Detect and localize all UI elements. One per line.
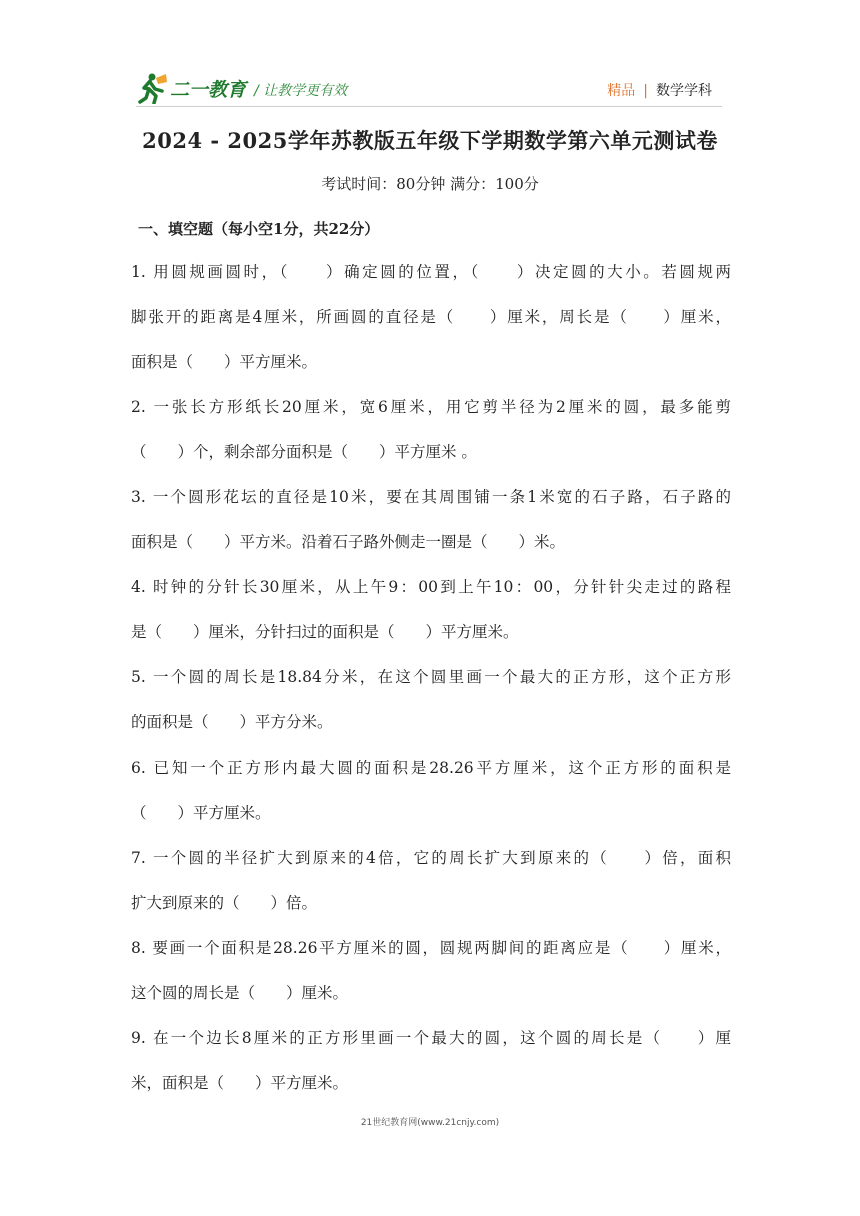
- question-line: （ ）个，剩余部分面积是（ ）平方厘米 。: [131, 443, 477, 461]
- question-line: 是（ ）厘米，分针扫过的面积是（ ）平方厘米。: [131, 623, 519, 641]
- question-8: [131, 926, 731, 1016]
- question-7: [131, 836, 731, 926]
- page-header: [136, 72, 722, 106]
- question-line: 5. 一个圆的周长是18.84分米，在这个圆里画一个最大的正方形，这个正方形: [131, 668, 731, 686]
- question-line: 9. 在一个边长8厘米的正方形里画一个最大的圆，这个圆的周长是（ ）厘: [131, 1029, 731, 1047]
- slogan: / 让教学更有效: [254, 83, 348, 99]
- question-line: （ ）平方厘米。: [131, 804, 271, 822]
- question-line: 这个圆的周长是（ ）厘米。: [131, 984, 349, 1002]
- question-5: [131, 655, 731, 745]
- question-line: 1. 用圆规画圆时，（ ）确定圆的位置，（ ）决定圆的大小。若圆规两: [131, 263, 731, 281]
- question-line: 扩大到原来的（ ）倍。: [131, 894, 318, 912]
- page-footer: 21世纪教育网(www.21cnjy.com): [360, 1118, 500, 1128]
- tag-separator: |: [643, 83, 648, 99]
- brand-logo: [136, 72, 248, 104]
- exam-info: 考试时间：80分钟 满分：100分: [321, 175, 539, 193]
- question-line: 6. 已知一个正方形内最大圆的面积是28.26平方厘米，这个正方形的面积是: [131, 759, 731, 777]
- question-9: [131, 1016, 731, 1106]
- question-2: [131, 385, 731, 475]
- page-title: 2024 - 2025学年苏教版五年级下学期数学第六单元测试卷: [142, 128, 718, 153]
- question-line: 脚张开的距离是4厘米，所画圆的直径是（ ）厘米，周长是（ ）厘米，: [131, 308, 731, 326]
- question-line: 2. 一张长方形纸长20厘米，宽6厘米，用它剪半径为2厘米的圆，最多能剪: [131, 398, 731, 416]
- question-line: 8. 要画一个面积是28.26平方厘米的圆，圆规两脚间的距离应是（ ）厘米，: [131, 939, 731, 957]
- question-4: [131, 565, 731, 655]
- question-line: 3. 一个圆形花坛的直径是10米，要在其周围铺一条1米宽的石子路，石子路的: [131, 488, 731, 506]
- question-line: 7. 一个圆的半径扩大到原来的4倍，它的周长扩大到原来的（ ）倍，面积: [131, 849, 731, 867]
- tag-subject: 数学学科: [656, 83, 712, 99]
- tag-premium: 精品: [607, 83, 636, 99]
- section-title: 一、填空题（每小空1分，共22分）: [138, 220, 380, 238]
- runner-logo-icon: [136, 72, 170, 104]
- question-line: 的面积是（ ）平方分米。: [131, 713, 333, 731]
- logo-text: 二一教育: [170, 79, 247, 101]
- question-line: 4. 时钟的分针长30厘米，从上午9：00到上午10：00，分针针尖走过的路程: [131, 578, 731, 596]
- question-line: 面积是（ ）平方厘米。: [131, 353, 318, 371]
- subject-tag: [607, 80, 712, 100]
- header-divider: [136, 106, 722, 107]
- question-6: [131, 746, 731, 836]
- question-line: 米，面积是（ ）平方厘米。: [131, 1074, 349, 1092]
- question-1: [131, 250, 731, 385]
- question-line: 面积是（ ）平方米。沿着石子路外侧走一圈是（ ）米。: [131, 533, 566, 551]
- question-3: [131, 475, 731, 565]
